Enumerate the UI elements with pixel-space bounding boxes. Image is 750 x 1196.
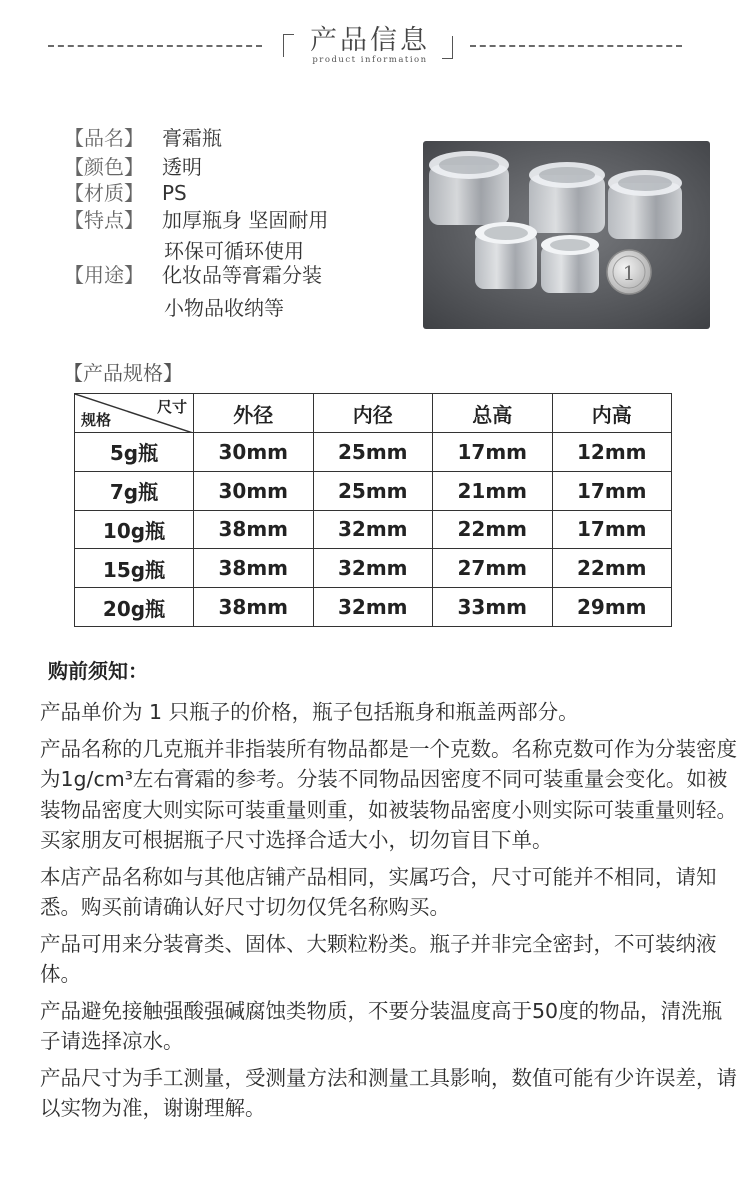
info-value: 膏霜瓶 (162, 126, 222, 150)
corner-label-bottom: 规格 (81, 411, 112, 429)
notes-paragraph: 产品名称的几克瓶并非指装所有物品都是一个克数。名称克数可作为分装密度为1g/cm³左右膏霜的参考。分装不同物品因密度不同可装重量会变化。如被装物品密度大则实际可装重量则重，如被装物品密度小则实际可装重量则轻。买家朋友可根据瓶子尺寸选择合适大小，切勿盲目下单。 (40, 736, 737, 852)
table-cell: 38mm (194, 588, 314, 627)
info-usage-continued: 小物品收纳等 (164, 296, 284, 320)
notes-paragraph: 产品单价为 1 只瓶子的价格，瓶子包括瓶身和瓶盖两部分。 (40, 700, 579, 724)
coin-text: 1 (622, 261, 636, 285)
info-row-name (64, 125, 222, 151)
jar-icon (529, 162, 605, 233)
info-row-color (64, 154, 202, 180)
notes-paragraph: 产品可用来分装膏类、固体、大颗粒粉类。瓶子并非完全密封，不可装纳液体。 (40, 931, 717, 986)
row-header: 5g瓶 (75, 433, 194, 472)
info-key: 【材质】 (64, 181, 144, 205)
product-photo (423, 141, 710, 329)
info-key: 【特点】 (64, 208, 144, 232)
table-header-row (75, 394, 672, 433)
table-cell: 27mm (433, 549, 553, 588)
table-cell: 22mm (552, 549, 672, 588)
table-cell: 33mm (433, 588, 553, 627)
info-value: 加厚瓶身 坚固耐用 (162, 208, 329, 232)
jar-icon (429, 151, 509, 225)
table-cell: 22mm (433, 510, 553, 549)
info-key: 【用途】 (64, 263, 144, 287)
table-row (75, 433, 672, 472)
notes-body (40, 697, 740, 1130)
table-cell: 25mm (313, 433, 433, 472)
row-header: 15g瓶 (75, 549, 194, 588)
table-cell: 25mm (313, 471, 433, 510)
corner-label-top: 尺寸 (156, 398, 187, 416)
column-header: 内高 (552, 394, 672, 433)
table-cell: 38mm (194, 510, 314, 549)
info-row-features (64, 207, 328, 233)
jar-icon (608, 170, 682, 239)
notes-paragraph: 本店产品名称如与其他店铺产品相同，实属巧合，尺寸可能并不相同，请知悉。购买前请确认好尺寸切勿仅凭名称购买。 (40, 864, 717, 919)
table-cell: 17mm (433, 433, 553, 472)
row-header: 20g瓶 (75, 588, 194, 627)
header-title: 产品信息 (310, 25, 430, 56)
table-cell: 32mm (313, 510, 433, 549)
spec-table (74, 393, 672, 627)
info-value: PS (162, 181, 187, 205)
table-row (75, 549, 672, 588)
notes-title: 购前须知： (48, 659, 148, 683)
info-row-usage (64, 262, 322, 288)
table-row (75, 588, 672, 627)
spec-heading: 【产品规格】 (63, 361, 183, 385)
header-bracket-left (283, 34, 294, 57)
table-row (75, 471, 672, 510)
header-bracket-right (442, 36, 453, 59)
info-key: 【品名】 (64, 126, 144, 150)
header-subtitle: product information (312, 55, 428, 65)
notes-paragraph: 产品避免接触强酸强碱腐蚀类物质，不要分装温度高于50度的物品，清洗瓶子请选择凉水。 (40, 998, 723, 1053)
info-key: 【颜色】 (64, 155, 144, 179)
table-cell: 30mm (194, 433, 314, 472)
coin-icon (607, 250, 651, 294)
jar-icon (475, 222, 537, 289)
table-cell: 17mm (552, 510, 672, 549)
row-header: 10g瓶 (75, 510, 194, 549)
jar-icon (541, 235, 599, 293)
column-header: 外径 (194, 394, 314, 433)
table-cell: 38mm (194, 549, 314, 588)
table-cell: 29mm (552, 588, 672, 627)
header-dash-left (48, 45, 262, 47)
table-corner-cell (75, 394, 194, 433)
table-row (75, 510, 672, 549)
table-cell: 32mm (313, 588, 433, 627)
info-row-material (64, 180, 187, 206)
table-cell: 32mm (313, 549, 433, 588)
header-dash-right (470, 45, 682, 47)
table-cell: 12mm (552, 433, 672, 472)
table-cell: 30mm (194, 471, 314, 510)
info-value: 透明 (162, 155, 202, 179)
info-value: 化妆品等膏霜分装 (162, 263, 322, 287)
row-header: 7g瓶 (75, 471, 194, 510)
table-cell: 21mm (433, 471, 553, 510)
info-features-continued: 环保可循环使用 (164, 239, 304, 263)
notes-paragraph: 产品尺寸为手工测量，受测量方法和测量工具影响，数值可能有少许误差，请以实物为准，谢谢理解。 (40, 1065, 737, 1120)
column-header: 总高 (433, 394, 553, 433)
column-header: 内径 (313, 394, 433, 433)
table-cell: 17mm (552, 471, 672, 510)
